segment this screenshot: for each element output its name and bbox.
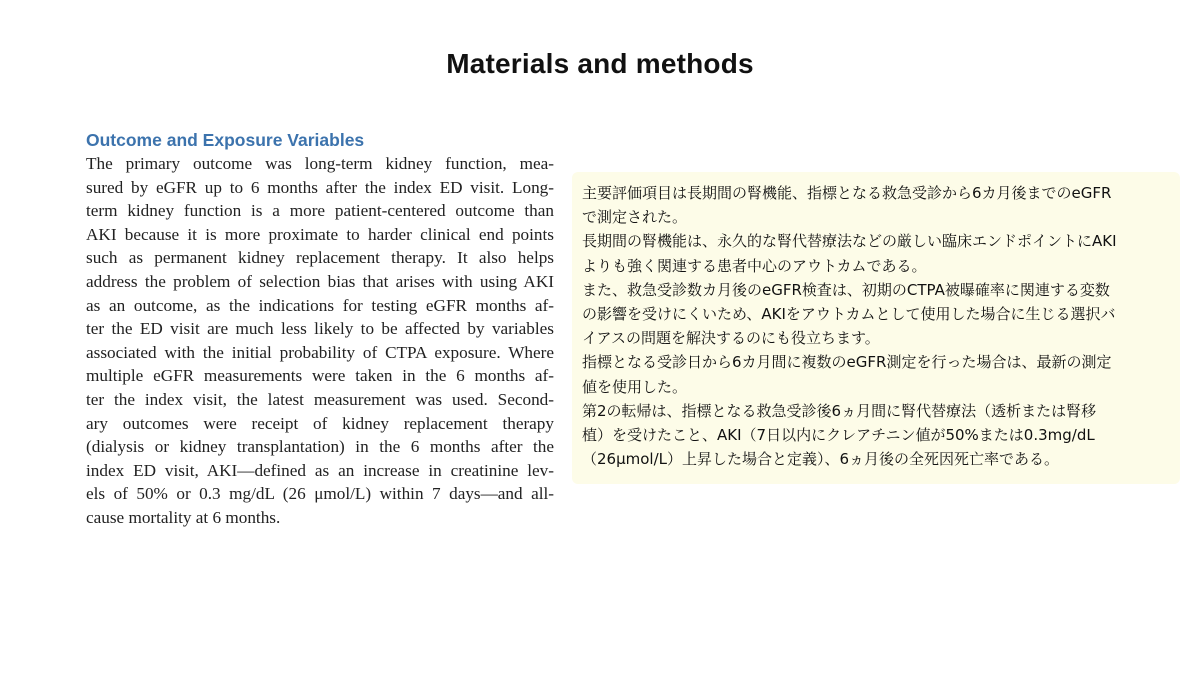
translation-line: よりも強く関連する患者中心のアウトカムである。 bbox=[582, 256, 927, 275]
translation-line: イアスの問題を解決するのにも役立ちます。 bbox=[582, 329, 880, 348]
english-excerpt bbox=[86, 128, 554, 530]
english-line: AKI because it is more proximate to harder clinical end points bbox=[86, 224, 554, 244]
english-line: multiple eGFR measurements were taken in the 6 months af- bbox=[86, 366, 554, 386]
english-line: ter the index visit, the latest measurement was used. Second- bbox=[86, 389, 554, 409]
translation-line: 長期間の腎機能は、永久的な腎代替療法などの厳しい臨床エンドポイントにAKI bbox=[582, 232, 1117, 251]
translation-line: で測定された。 bbox=[582, 208, 688, 227]
english-line: sured by eGFR up to 6 months after the index ED visit. Long- bbox=[86, 177, 554, 197]
english-line: ter the ED visit are much less likely to be affected by variables bbox=[86, 319, 554, 339]
translation-line: 第2の転帰は、指標となる救急受診後6ヵ月間に腎代替療法（透析または腎移 bbox=[582, 401, 1097, 420]
slide-title: Materials and methods bbox=[446, 48, 754, 79]
translation-line: 主要評価項目は長期間の腎機能、指標となる救急受診から6カ月後までのeGFR bbox=[582, 184, 1112, 202]
english-line: els of 50% or 0.3 mg/dL (26 μmol/L) within 7 days—and all- bbox=[86, 484, 554, 504]
english-line: index ED visit, AKI—defined as an increase in creatinine lev- bbox=[86, 460, 554, 480]
english-line: as an outcome, as the indications for testing eGFR months af- bbox=[86, 295, 554, 315]
english-line: (dialysis or kidney transplantation) in the 6 months after the bbox=[86, 437, 554, 457]
english-line: ary outcomes were receipt of kidney replacement therapy bbox=[86, 413, 554, 433]
translation-line: また、救急受診数カ月後のeGFR検査は、初期のCTPA被曝確率に関連する変数 bbox=[582, 280, 1110, 299]
translation-line: 植）を受けたこと、AKI（7日以内にクレアチニン値が50%または0.3mg/dL bbox=[582, 425, 1095, 444]
translation-line: 値を使用した。 bbox=[582, 377, 688, 396]
section-heading: Outcome and Exposure Variables bbox=[86, 130, 365, 150]
translation-line: （26μmol/L）上昇した場合と定義）、6ヵ月後の全死因死亡率である。 bbox=[582, 450, 1060, 469]
english-line: such as permanent kidney replacement therapy. It also helps bbox=[86, 248, 554, 268]
english-line: term kidney function is a more patient-centered outcome than bbox=[86, 201, 554, 221]
translation-line: 指標となる受診日から6カ月間に複数のeGFR測定を行った場合は、最新の測定 bbox=[582, 353, 1112, 372]
english-line: address the problem of selection bias that arises with using AKI bbox=[86, 271, 554, 291]
japanese-translation-box bbox=[572, 172, 1180, 484]
english-body bbox=[86, 152, 554, 530]
translation-line: の影響を受けにくいため、AKIをアウトカムとして使用した場合に生じる選択バ bbox=[582, 304, 1116, 323]
english-line: associated with the initial probability of CTPA exposure. Where bbox=[86, 342, 554, 362]
english-line: cause mortality at 6 months. bbox=[86, 507, 281, 527]
english-line: The primary outcome was long-term kidney function, mea- bbox=[86, 154, 554, 173]
